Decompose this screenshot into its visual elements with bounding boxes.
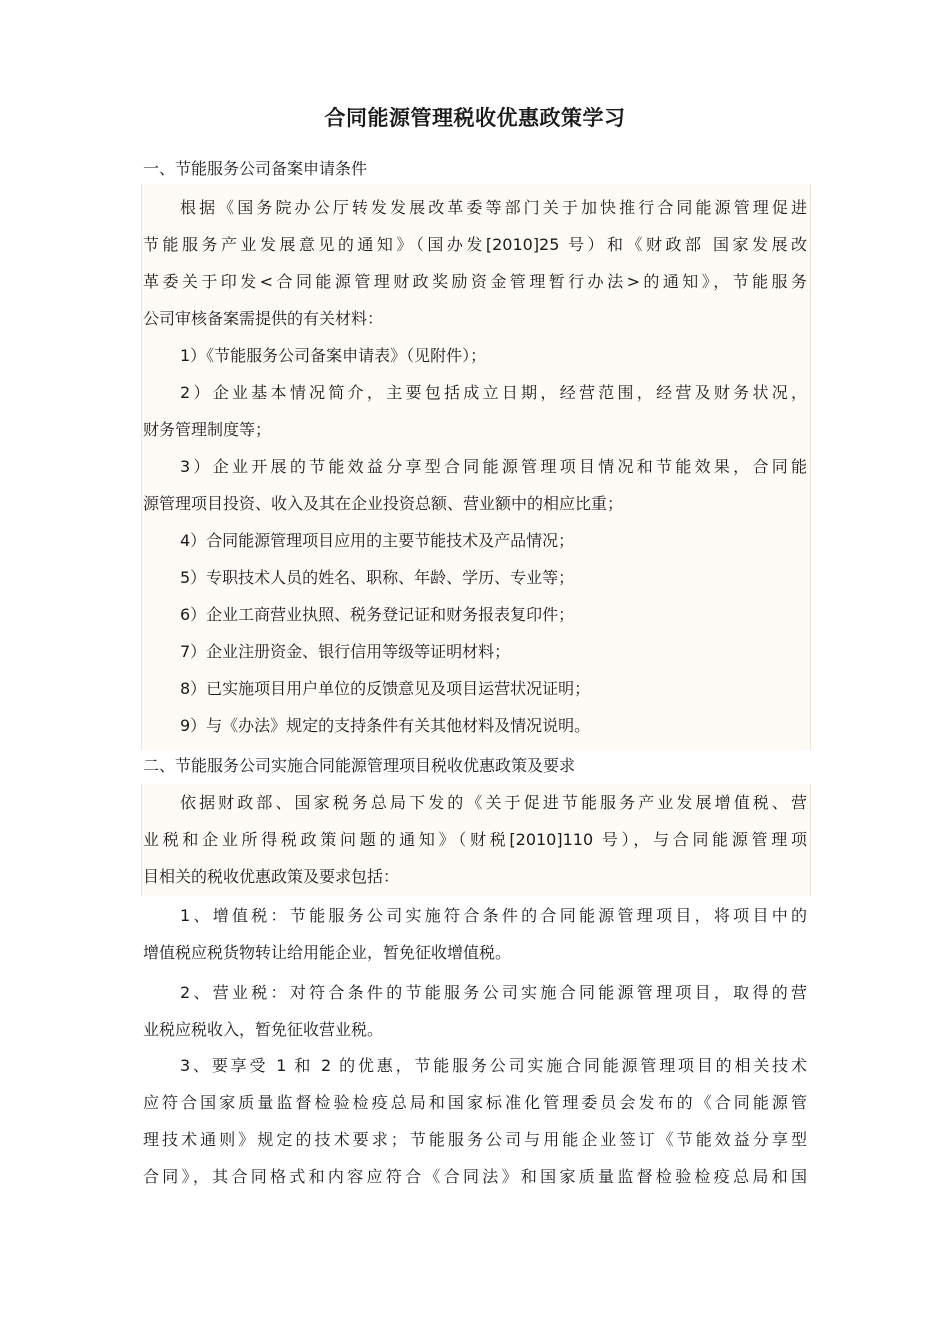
section2-item-2 — [143, 974, 807, 1048]
section2-heading: 二、节能服务公司实施合同能源管理项目税收优惠政策及要求 — [143, 756, 576, 775]
text-line: 节能服务产业发展意见的通知》（国办发[2010]25 号）和《财政部 国家发展改 — [143, 235, 807, 254]
text-line: 3）企业开展的节能效益分享型合同能源管理项目情况和节能效果，合同能 — [180, 457, 807, 476]
text-line: 增值税应税货物转让给用能企业，暂免征收增值税。 — [143, 943, 512, 962]
text-line: 1、增值税：节能服务公司实施符合条件的合同能源管理项目，将项目中的 — [180, 906, 807, 925]
text-line: 3、要享受 1 和 2 的优惠，节能服务公司实施合同能源管理项目的相关技术 — [180, 1056, 807, 1075]
text-line: 合同》，其合同格式和内容应符合《合同法》和国家质量监督检验检疫总局和国 — [143, 1167, 807, 1186]
text-line: 5）专职技术人员的姓名、职称、年龄、学历、专业等； — [180, 568, 575, 587]
text-line: 业税和企业所得税政策问题的通知》（财税[2010]110 号），与合同能源管理项 — [143, 830, 807, 849]
text-line: 财务管理制度等； — [143, 420, 272, 439]
text-line: 公司审核备案需提供的有关材料： — [143, 309, 384, 328]
section2-item-3 — [143, 1047, 807, 1195]
text-line: 业税应税收入，暂免征收营业税。 — [143, 1020, 384, 1039]
text-line: 8）已实施项目用户单位的反馈意见及项目运营状况证明； — [180, 679, 591, 698]
text-line: 根据《国务院办公厅转发发展改革委等部门关于加快推行合同能源管理促进 — [180, 198, 807, 217]
document-title: 合同能源管理税收优惠政策学习 — [324, 106, 626, 130]
section1-intro — [143, 189, 807, 337]
text-line: 革委关于印发<合同能源管理财政奖励资金管理暂行办法>的通知》，节能服务 — [143, 272, 807, 291]
text-line: 6）企业工商营业执照、税务登记证和财务报表复印件； — [180, 605, 575, 624]
section1-item-2 — [143, 374, 807, 448]
section1-item-7 — [143, 633, 807, 670]
section1-heading: 一、节能服务公司备案申请条件 — [143, 159, 368, 178]
text-line: 理技术通则》规定的技术要求；节能服务公司与用能企业签订《节能效益分享型 — [143, 1130, 807, 1149]
text-line: 9）与《办法》规定的支持条件有关其他材料及情况说明。 — [180, 716, 591, 735]
section1-item-8 — [143, 670, 807, 707]
section1-item-5 — [143, 559, 807, 596]
section2-item-1 — [143, 897, 807, 971]
text-line: 1）《节能服务公司备案申请表》（见附件）； — [180, 346, 487, 365]
text-line: 应符合国家质量监督检验检疫总局和国家标准化管理委员会发布的《合同能源管 — [143, 1093, 807, 1112]
text-line: 源管理项目投资、收入及其在企业投资总额、营业额中的相应比重； — [143, 494, 624, 513]
text-line: 7）企业注册资金、银行信用等级等证明材料； — [180, 642, 511, 661]
section1-item-4 — [143, 522, 807, 559]
text-line: 2）企业基本情况简介，主要包括成立日期，经营范围，经营及财务状况， — [180, 383, 807, 402]
text-line: 4）合同能源管理项目应用的主要节能技术及产品情况； — [180, 531, 575, 550]
section1-item-3 — [143, 448, 807, 522]
section2-intro — [143, 784, 807, 895]
text-line: 2、营业税：对符合条件的节能服务公司实施合同能源管理项目，取得的营 — [180, 983, 807, 1002]
text-line: 依据财政部、国家税务总局下发的《关于促进节能服务产业发展增值税、营 — [180, 793, 807, 812]
text-line: 目相关的税收优惠政策及要求包括： — [143, 867, 400, 886]
section1-item-9 — [143, 707, 807, 744]
section1-item-1 — [143, 337, 807, 374]
section1-item-6 — [143, 596, 807, 633]
